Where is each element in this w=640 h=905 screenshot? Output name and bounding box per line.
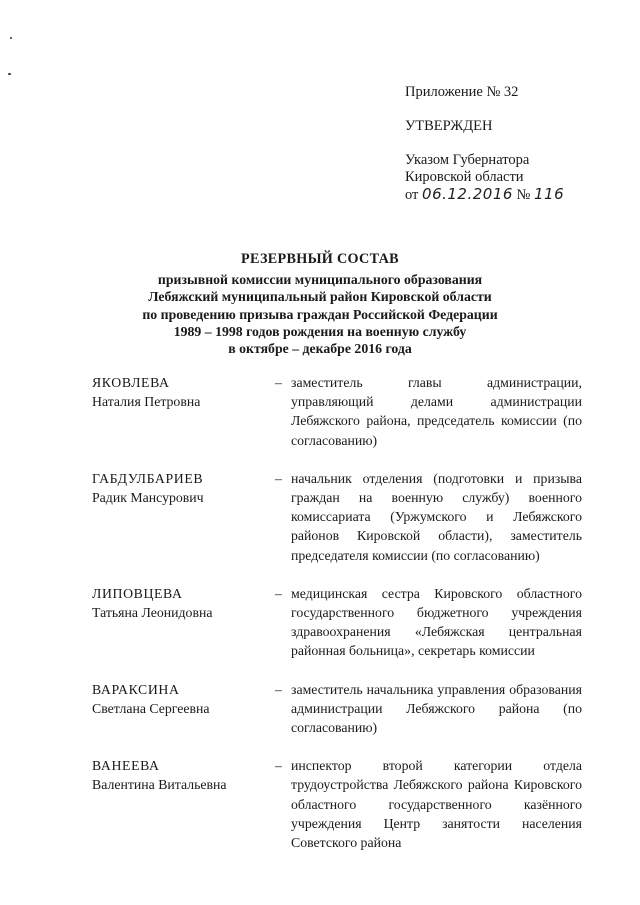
member-role: начальник отделения (подготовки и призыва граждан на военную службу) военного комиссариата (Уржумского и Лебяжского районов Кировской области), заместитель председателя комиссии (по согласованию) [291,470,582,563]
scan-speck [8,73,11,75]
approval-block [405,84,605,204]
list-item [92,756,582,852]
title-line-5: в октябре – декабре 2016 года [228,341,412,357]
member-dash: – [275,375,282,390]
member-surname: ВАРАКСИНА [92,681,180,697]
decree-date-line [405,186,605,204]
appendix-number: Приложение № 32 [405,84,519,100]
decree-line-2: Кировской области [405,169,524,185]
title-main: РЕЗЕРВНЫЙ СОСТАВ [241,251,399,267]
title-line-1: призывной комиссии муниципального образования [157,272,483,288]
member-surname: ЛИПОВЦЕВА [92,585,183,601]
list-item [92,680,582,738]
member-surname: ГАБДУЛБАРИЕВ [92,470,204,486]
list-item [92,584,582,661]
member-given-name: Светлана Сергеевна [92,700,210,716]
title-line-3: по проведению призыва граждан Российской Федерации [142,306,498,322]
date-prefix: от [405,187,419,203]
number-prefix: № [516,187,531,203]
decree-line-1: Указом Губернатора [405,152,530,168]
title-line-2: Лебяжский муниципальный район Кировской области [148,289,492,305]
member-name [92,680,275,718]
member-name [92,469,275,507]
members-list [92,373,582,871]
member-given-name: Татьяна Леонидовна [92,605,213,621]
member-surname: ВАНЕЕВА [92,758,160,774]
member-role: медицинская сестра Кировского областного государственного бюджетного учреждения здравоохранения «Лебяжская центральная районная больница», секретарь комиссии [291,585,582,659]
member-given-name: Наталия Петровна [92,394,201,410]
member-role: инспектор второй категории отдела трудоустройства Лебяжского района Кировского областного государственного казённого учреждения Центр занятости населения Советского района [291,758,582,851]
list-item [92,469,582,565]
member-dash: – [275,758,282,774]
member-surname: ЯКОВЛЕВА [92,375,170,390]
member-name [92,373,275,411]
list-item [92,373,582,450]
title-line-4: 1989 – 1998 годов рождения на военную службу [173,323,467,339]
member-given-name: Валентина Витальевна [92,777,227,793]
handwritten-date: 06.12.2016 [422,185,513,203]
member-name [92,584,275,622]
member-role: заместитель начальника управления образования администрации Лебяжского района (по согласованию) [291,681,582,736]
member-dash: – [275,681,282,697]
approved-label: УТВЕРЖДЕН [405,118,493,134]
member-dash: – [275,470,282,486]
member-given-name: Радик Мансурович [92,490,204,506]
handwritten-number: 116 [534,185,565,203]
member-name [92,756,275,794]
scan-speck [10,37,12,39]
document-title [60,251,580,357]
member-dash: – [275,585,282,601]
member-role: заместитель главы администрации, управляющий делами администрации Лебяжского района, председатель комиссии (по согласованию) [291,375,582,448]
